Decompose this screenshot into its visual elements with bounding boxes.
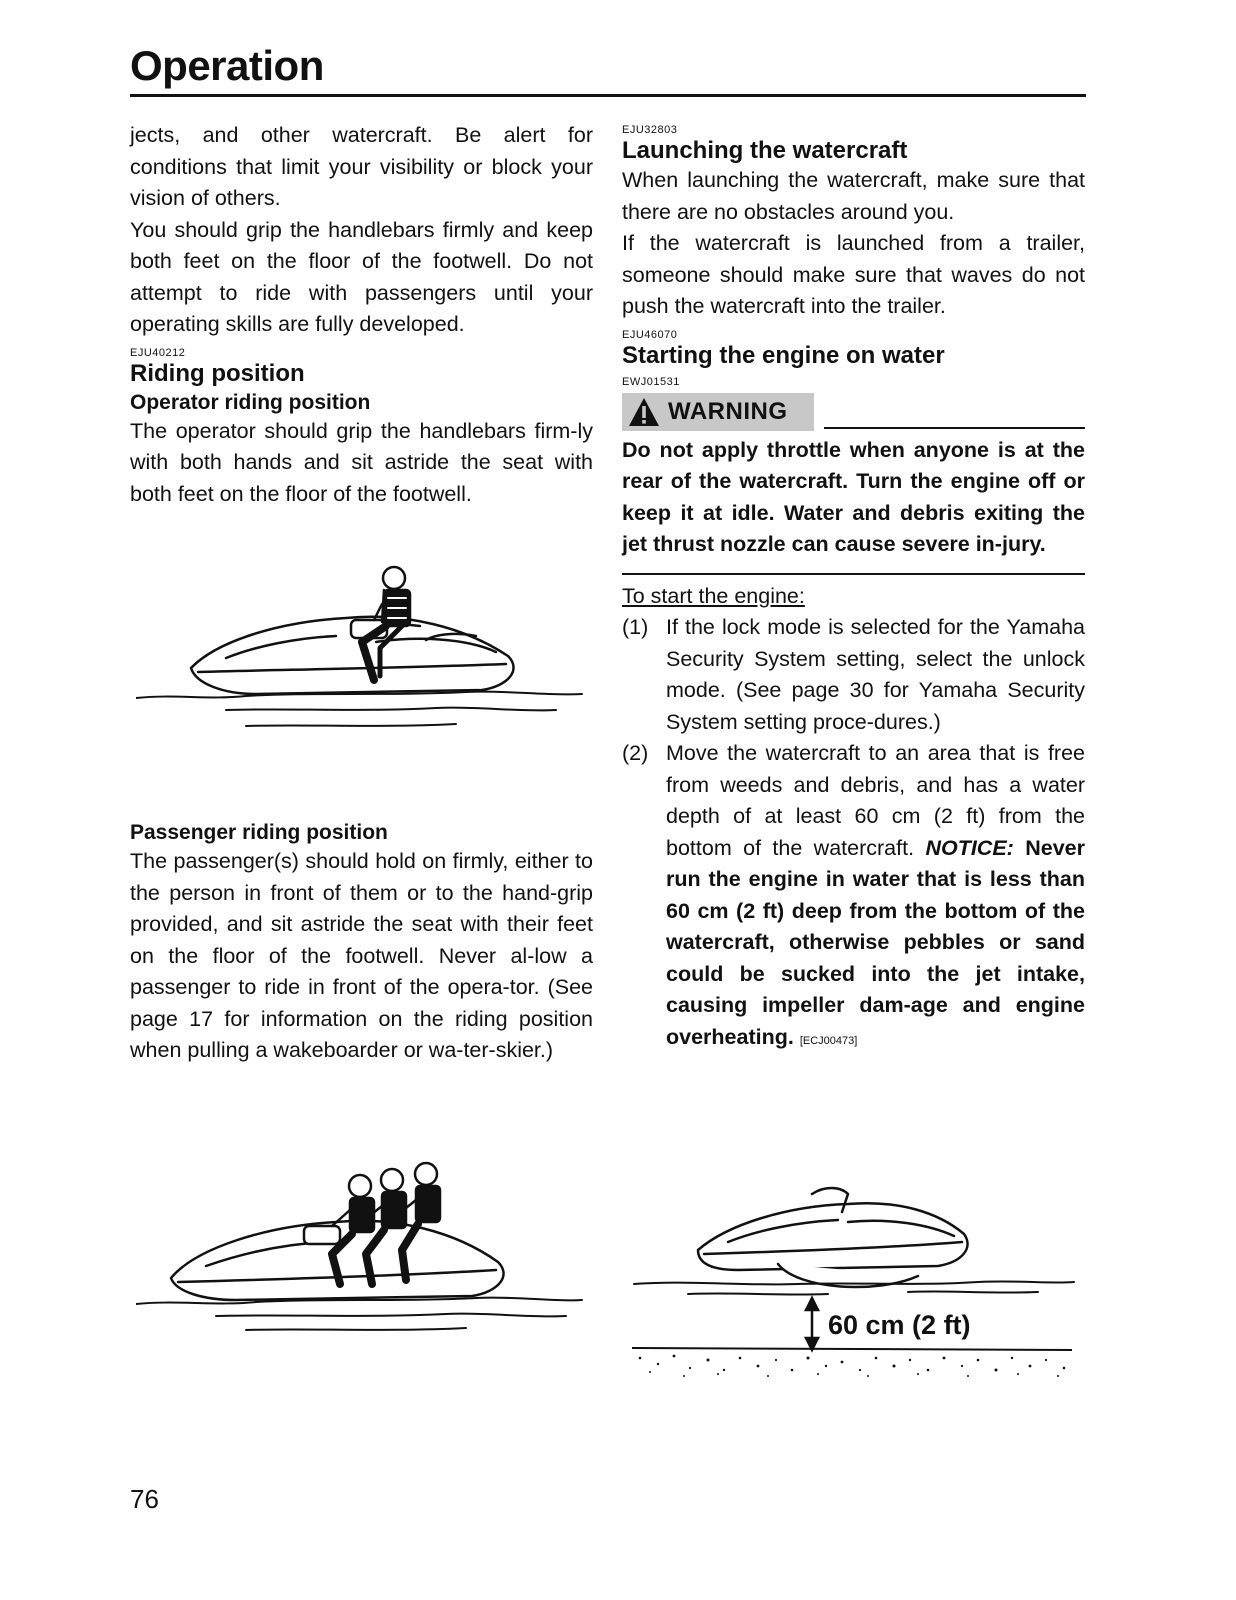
start-heading: Starting the engine on water bbox=[622, 341, 945, 369]
depth-label: 60 cm (2 ft) bbox=[828, 1310, 971, 1340]
riding-position-code: EJU40212 bbox=[130, 346, 186, 359]
intro-paragraph-2: You should grip the handlebars firmly and keep both feet on the floor of the footwell. Do not attempt to ride with passengers until your operating skills are fully developed. bbox=[130, 217, 593, 336]
warning-banner bbox=[622, 393, 1085, 433]
right-column bbox=[622, 120, 1085, 1057]
launch-heading: Launching the watercraft bbox=[622, 137, 908, 164]
water-depth-illustration bbox=[628, 1172, 1078, 1384]
warning-code: EWJ01531 bbox=[622, 375, 680, 388]
operator-riding-text: The operator should grip the handlebars firm-ly with both hands and sit astride the seat with both feet on the floor of the footwell. bbox=[130, 418, 593, 506]
launch-code: EJU32803 bbox=[622, 124, 678, 136]
intro-paragraph-1: jects, and other watercraft. Be alert for conditions that limit your visibility or block your vision of others. bbox=[130, 123, 593, 210]
passenger-riding-illustration bbox=[136, 1150, 586, 1350]
step-2-number: (2) bbox=[622, 741, 649, 765]
start-code: EJU46070 bbox=[622, 328, 678, 341]
step-2 bbox=[622, 738, 1085, 1057]
riding-position-heading: Riding position bbox=[130, 359, 305, 387]
step-1-number: (1) bbox=[622, 615, 649, 639]
page-title: Operation bbox=[130, 42, 324, 89]
warning-end-rule bbox=[622, 573, 1085, 575]
passenger-riding-text: The passenger(s) should hold on firmly, either to the person in front of them or to the hand-grip provided, and sit astride the seat with their feet on the floor of the footwell. Never al-low a passenger to ride in front of the opera-tor. (See page 17 for information on the riding position when pulling a wakeboarder or wa-ter-skier.) bbox=[130, 849, 593, 1062]
warning-triangle-icon bbox=[628, 397, 660, 427]
warning-text: Do not apply throttle when anyone is at the rear of the watercraft. Turn the engine off or keep it at idle. Water and debris exiting the jet thrust nozzle can cause severe in-jury. bbox=[622, 437, 1085, 556]
launch-paragraph-1: When launching the watercraft, make sure that there are no obstacles around you. bbox=[622, 168, 1085, 224]
page-number: 76 bbox=[130, 1484, 159, 1514]
launch-paragraph-2: If the watercraft is launched from a trailer, someone should make sure that waves do not push the watercraft into the trailer. bbox=[622, 231, 1085, 318]
operator-riding-heading: Operator riding position bbox=[130, 390, 371, 414]
notice-code: [ECJ00473] bbox=[799, 1034, 858, 1047]
warning-badge bbox=[622, 393, 814, 431]
step-1 bbox=[622, 612, 1085, 738]
passenger-riding-heading: Passenger riding position bbox=[130, 821, 388, 844]
page-header bbox=[130, 40, 1086, 97]
operator-riding-illustration bbox=[136, 560, 586, 740]
notice-label: NOTICE: bbox=[925, 835, 1014, 860]
warning-rule bbox=[824, 427, 1085, 429]
step-2-text: Move the watercraft to an area that is free from weeds and debris, and has a water depth of at least 60 cm (2 ft) from the bottom of the watercraft. bbox=[666, 741, 1085, 860]
to-start-label: To start the engine: bbox=[622, 583, 805, 608]
warning-label: WARNING bbox=[668, 397, 788, 425]
step-1-text: If the lock mode is selected for the Yamaha Security System setting, select the unlock mode. (See page 30 for Yamaha Security System setting proce-dures.) bbox=[666, 615, 1085, 734]
notice-text: Never run the engine in water that is less than 60 cm (2 ft) deep from the bottom of the watercraft, otherwise pebbles or sand could be sucked into the jet intake, causing impeller dam-age and engine overheating. bbox=[666, 835, 1085, 1049]
